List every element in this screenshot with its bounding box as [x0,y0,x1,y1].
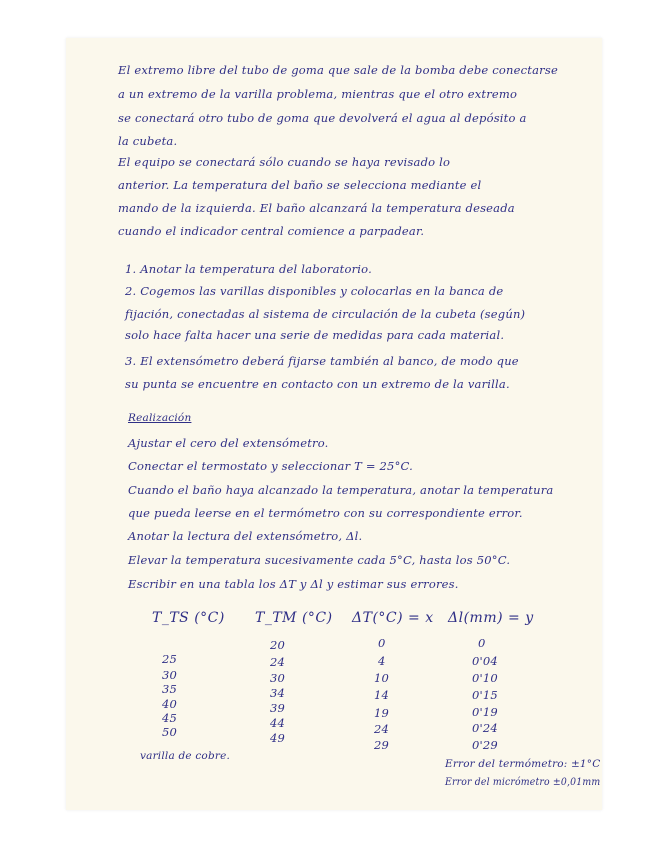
section-heading: Realización [128,412,192,424]
table-cell: 24 [374,722,390,736]
text-line: El extremo libre del tubo de goma que sale de la bomba debe conectarse [118,63,558,77]
table-cell: 0'04 [472,654,498,668]
procedure-line: Ajustar el cero del extensómetro. [128,436,329,450]
step-line: 3. El extensómetro deberá fijarse también al banco, de modo que [125,354,519,368]
procedure-line: Escribir en una tabla los ΔT y Δl y estimar sus errores. [128,577,459,591]
table-cell: 10 [374,671,390,685]
thermometer-error-note: Error del termómetro: ±1°C [445,758,601,770]
text-line: El equipo se conectará sólo cuando se haya revisado lo [118,155,451,169]
table-cell: 24 [270,655,286,669]
table-cell: 0'19 [472,705,498,719]
text-line: la cubeta. [118,134,178,148]
table-cell: 20 [270,638,286,652]
table-cell: 40 [162,697,178,711]
table-cell: 49 [270,731,286,745]
table-cell: 0'29 [472,738,498,752]
table-cell: 0'10 [472,671,498,685]
table-cell: 45 [162,711,178,725]
table-cell: 0 [378,636,386,650]
table-cell: 39 [270,701,286,715]
table-header: T_TS (°C) [152,610,225,626]
text-line: mando de la izquierda. El baño alcanzará la temperatura deseada [118,201,515,215]
table-cell: 0'15 [472,688,498,702]
table-cell: 14 [374,688,390,702]
handwritten-page [66,38,602,810]
table-cell: 50 [162,725,178,739]
procedure-line: Conectar el termostato y seleccionar T = 25°C. [128,459,413,473]
table-cell: 44 [270,716,286,730]
table-cell: 4 [378,654,386,668]
text-line: cuando el indicador central comience a parpadear. [118,224,425,238]
table-header: T_TM (°C) [255,610,333,626]
procedure-line: Elevar la temperatura sucesivamente cada 5°C, hasta los 50°C. [128,553,511,567]
step-line: 2. Cogemos las varillas disponibles y colocarlas en la banca de [125,284,504,298]
procedure-line: Cuando el baño haya alcanzado la temperatura, anotar la temperatura [128,483,554,497]
table-cell: 19 [374,706,390,720]
text-line: se conectará otro tubo de goma que devolverá el agua al depósito a [118,111,527,125]
step-line: fijación, conectadas al sistema de circulación de la cubeta (según) [125,307,526,321]
table-cell: 29 [374,738,390,752]
procedure-line: que pueda leerse en el termómetro con su correspondiente error. [128,506,523,520]
text-line: anterior. La temperatura del baño se selecciona mediante el [118,178,482,192]
table-cell: 25 [162,652,178,666]
material-note: varilla de cobre. [140,750,231,762]
table-header: ΔT(°C) = x [352,610,434,626]
table-cell: 0'24 [472,721,498,735]
step-line: solo hace falta hacer una serie de medidas para cada material. [125,328,505,342]
table-cell: 34 [270,686,286,700]
procedure-line: Anotar la lectura del extensómetro, Δl. [128,529,363,543]
text-line: a un extremo de la varilla problema, mientras que el otro extremo [118,87,518,101]
step-line: 1. Anotar la temperatura del laboratorio. [125,262,372,276]
table-cell: 30 [270,671,286,685]
table-cell: 30 [162,668,178,682]
table-cell: 35 [162,682,178,696]
step-line: su punta se encuentre en contacto con un extremo de la varilla. [125,377,510,391]
micrometer-error-note: Error del micrómetro ±0,01mm [445,776,601,788]
table-header: Δl(mm) = y [448,610,534,626]
table-cell: 0 [478,636,486,650]
